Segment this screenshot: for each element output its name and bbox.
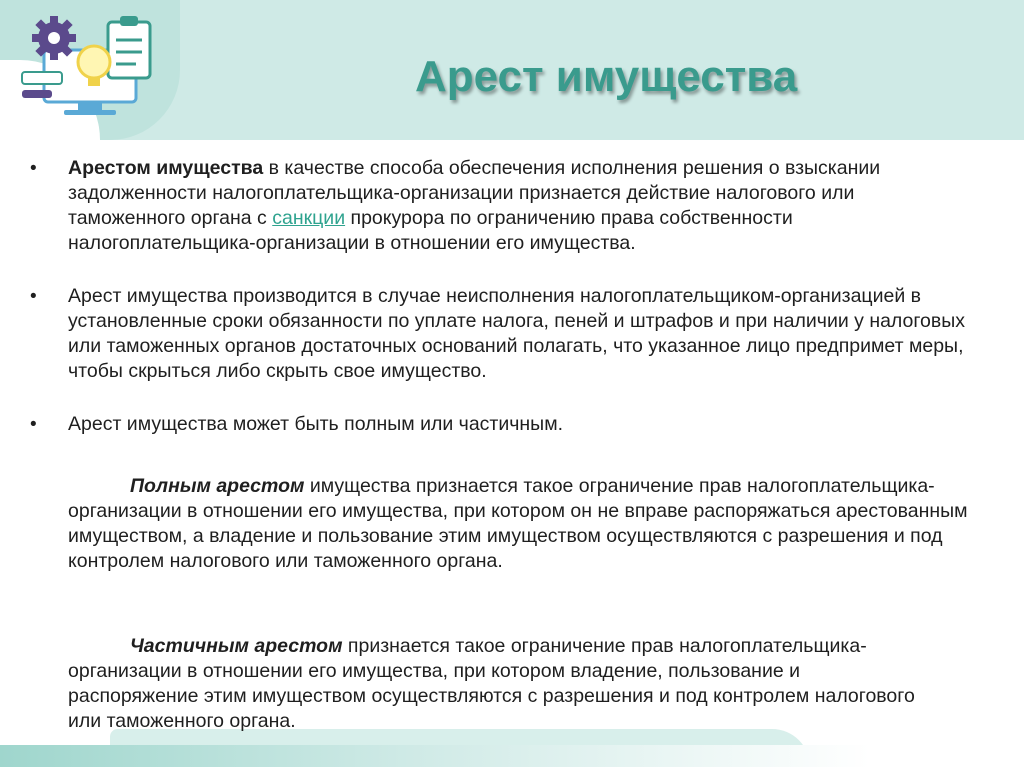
- paragraph-partial-arrest: [68, 634, 928, 734]
- bullet-marker: •: [30, 158, 37, 179]
- paragraph-text: признается такое ограничение прав налогоплательщика-организации в отношении его имущества, при котором владение, пользование и распоряжение этим имуществом осуществляются с разрешения и под контролем налогового или таможенного органа.: [68, 635, 915, 732]
- term-bold: Арестом имущества: [68, 157, 264, 179]
- bullet-marker: •: [30, 414, 37, 435]
- paragraph-text: прокурора по ограничению права собственности налогоплательщика-организации в отношении его имущества.: [68, 207, 793, 254]
- paragraph-text: имущества признается такое ограничение прав налогоплательщика-организации в отношении его имущества, при котором он не вправе распоряжаться арестованным имуществом, а владение и пользование этим имуществом осуществляются с разрешения и под контролем налогового или таможенного органа.: [68, 475, 968, 572]
- bullet-marker: •: [30, 286, 37, 307]
- term-full-arrest: Полным арестом: [130, 475, 305, 497]
- paragraph-text: в качестве способа обеспечения исполнения решения о взыскании задолженности налогоплательщика-организации признается действие налогового или таможенного органа с: [68, 157, 881, 229]
- paragraph-definition: [68, 156, 948, 256]
- term-partial-arrest: Частичным арестом: [130, 635, 343, 657]
- paragraph-types: Арест имущества может быть полным или частичным.: [68, 413, 564, 435]
- sanction-link[interactable]: санкции: [272, 207, 346, 229]
- paragraph-full-arrest: [68, 474, 993, 574]
- paragraph-conditions: Арест имущества производится в случае неисполнения налогоплательщиком-организацией в установленные сроки обязанности по уплате налога, пеней и штрафов и при наличии у налоговых или таможенных органов достаточных оснований полагать, что указанное лицо предпримет меры, чтобы скрыться либо скрыть свое имущество.: [68, 285, 966, 382]
- page-title: Арест имущества: [415, 52, 798, 101]
